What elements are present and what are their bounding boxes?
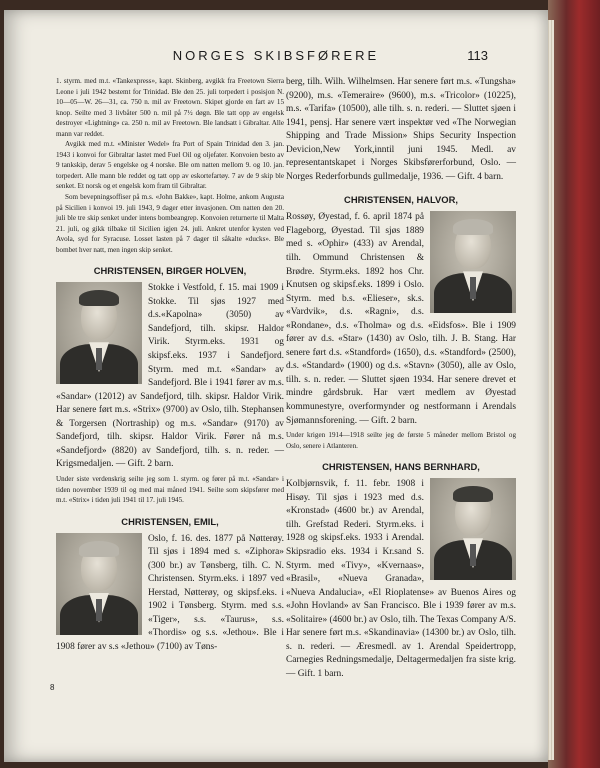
entry-text-emil: Oslo, f. 16. des. 1877 på Nøtterøy. Til sjøs i 1894 med s. «Ziphora» (300 br.) av Tønsberg, tilh. C. N. Christensen. Styrm.eks. i 1897 ved Herstad, Nøtterøy, og skipsf.eks. i 1902 i Tønsberg. Styrm. med s.s. «Tiger», s.s. «Taurus», s.s. «Thordis» og s.s. «Jethou». Ble i 1908 fører av s.s «Jethou» (7100) av Tøns- — [56, 533, 284, 652]
signature-mark: 8 — [50, 683, 55, 692]
book-page — [4, 10, 548, 762]
entry-text-hans: Kolbjørnsvik, f. 11. febr. 1908 i Hisøy. Til sjøs i 1923 med d.s. «Kronstad» (4600 br.) av Arendal, tilh. Grefstad Rederi. Styrm.eks. i 1928 og skipsf.eks. 1933 i Arendal. Skipsradio eks. 1934 i Kr.sand S. Styrm. med «Tivy», «Kvernaas», «Brasil», «Nueva Granada», «Nueva Andalucia», «El Rioplatense» av Buenos Aires og «John Hovland» av San Francisco. Ble i 1939 fører av m.s. «Solitaire» (4600 br.) av Oslo, tilh. The Texas Company A/S. Har senere ført m.s. «Skandinavia» (14300 br.) av Oslo, tilh. s. n. rederi. — Æresmedl. av 1. Arendal Speidertropp, Carnegies Redningsmedalje, Deltagermedaljen fra siste krig. — Gift. 1 barn. — [286, 479, 516, 679]
left-column — [56, 76, 284, 655]
intro-paragraph-2: Avgikk med m.t. «Minister Wedel» fra Port of Spain Trinidad den 3. jan. 1943 i konvoi for Gibraltar lastet med Fuel Oil og oljefater. Konvoien besto av 9 tankskip, derav 5 engelske og 4 norske. Ble om natten mellom 9. og 10. jan. torpedert. Alle mann ble reddet og tatt opp av eskortefartøy. 7 av de 9 skip ble senket. Et norsk og et engelsk kom fram til Gibraltar. — [56, 140, 284, 191]
entry-heading-hans: CHRISTENSEN, HANS BERNHARD, — [322, 461, 480, 473]
entry-heading-halvor: CHRISTENSEN, HALVOR, — [344, 194, 458, 206]
entry-text-emil-continued: berg, tilh. Wilh. Wilhelmsen. Har senere ført m.s. «Tungsha» (9200), m.s. «Temeraire» (9600), m.s. «Tricolor» (10225), m.s. «Tarifa» (10500), alle tilh. s. n. rederi. — Sluttet sjøen i 1941, pensj. Har senere vært inspektør ved «The Norwegian Shipping and Trade Mission» Ships Security Inspection Devicion,New York,inntil juni 1945. Medl. av representantskapet i Norges Skibsførerforbund, Oslo. — Norges Rederforbunds gullmedalje, 1936. — Gift. 4 barn. — [286, 77, 516, 182]
portrait-emil — [56, 533, 142, 635]
entry-note-birger: Under siste verdenskrig seilte jeg som 1. styrm. og fører på m.t. «Sandar» i tiden november 1939 til og med mai måned 1941. Seilte som skipsfører med m.t. «Strix» i tiden juli 1941 til 17. juli 1945. — [56, 474, 284, 505]
page-number: 113 — [467, 48, 488, 63]
entry-note-halvor: Under krigen 1914—1918 seilte jeg de første 5 måneder mellom Bristol og Oslo, senere i Atlanteren. — [286, 431, 516, 450]
running-title: NORGES SKIBSFØRERE — [172, 48, 380, 63]
entry-text-halvor: Rossøy, Øyestad, f. 6. april 1874 på Flageborg, Øyestad. Til sjøs 1889 med s. «Ophir» (433) av Arendal, tilh. Ommund Christensen & Brødre. Styrm.eks. 1892 hos Chr. Knutsen og skipsf.eks. 1899 i Oslo. Styrm. med b.s. «Elieser», sk.s. «Vardvik», d.s. «Ragni», d.s. «Rondane», d.s. «Tholma» og d.s. «Eidsfos». Ble i 1909 fører av d.s. «Star» (1430) av Oslo, tilh. J. B. Stang. Har senere ført d.s. «Standford» (1650), d.s. «Standford» (2500), d.s. «Standard» (1900) og d.s. «Stavn» (3050), alle av Oslo, tilh. s. n. reder. — Sluttet sjøen 1934. Har senere drevet et mindre gårdsbruk. Har vært medlem av Øyestad kommunestyre, overformynder og nestformann i Arendals Sjømannsforening. — Gift. 2 barn. — [286, 212, 516, 426]
entry-text-birger: Stokke i Vestfold, f. 15. mai 1909 i Stokke. Til sjøs 1927 med d.s.«Kapolna» (3050) av Sandefjord, tilh. skipsr. Haldor Virik. Styrm.eks. 1931 og skipsf.eks. 1937 i Sandefjord. Styrm. med m.t. «Sandar» av Sandefjord. Ble i 1941 fører av m.s. «Sandar» (12012) av Sandefjord, tilh. skipsr. Haldor Virik. Har senere ført m.s. «Strix» (9700) av Oslo, tilh. Stephansen & Torgersen (Nortraship) og m.s. «Sandar» (9170) av Sandefjord, tilh. skipsr. Haldor Virik. Fører nå m.s. «Sandefjord» (8820) av Sandefjord, tilh. s. n. reder. — Krigsmedaljen. — Gift. 2 barn. — [56, 283, 284, 470]
entry-heading-birger: CHRISTENSEN, BIRGER HOLVEN, — [93, 265, 247, 277]
book-spine — [548, 0, 600, 768]
right-column — [286, 76, 516, 681]
entry-heading-emil: CHRISTENSEN, EMIL, — [121, 515, 219, 527]
portrait-halvor — [430, 211, 516, 313]
intro-paragraph-1: 1. styrm. med m.t. «Tankexpress», kapt. Skinberg, avgikk fra Freetown Sierra Leone i juli 1942 bestemt for Trinidad. Ble den 25. juli torpedert i posisjon N. 10—05—W. 26—31, ca. 750 n. mil av Freetown. Skipet gjorde en fart av 15 knop. Seilte med 3 livbåter 500 n. mil på 7½ døgn. Ble tatt opp av engelsk destroyer «Lightning» ca. 250 n. mil av Freetown. Ble landsatt i Gibraltar. Alle mann var reddet. — [56, 77, 284, 138]
intro-paragraph-3: Som bevepningsoffiser på m.s. «John Bakke», kapt. Holme, ankom Augusta på Sicilien i konvoi 19. juli 1943, 9 dager etter invasjonen. Om natten den 20. juli ble tre skip senket under intens bombeangrep. Konvoien returnerte til Malta 21. juli, og gikk tilbake til Sicilien igjen 24. juli. Ankret utenfor kysten ved Avola, syd for Syracuse. Losset lasten på 7 dager til såkalte «ducks». Ble bombet hver natt, men ingen skip senket. — [56, 193, 284, 254]
portrait-birger — [56, 282, 142, 384]
portrait-hans — [430, 478, 516, 580]
